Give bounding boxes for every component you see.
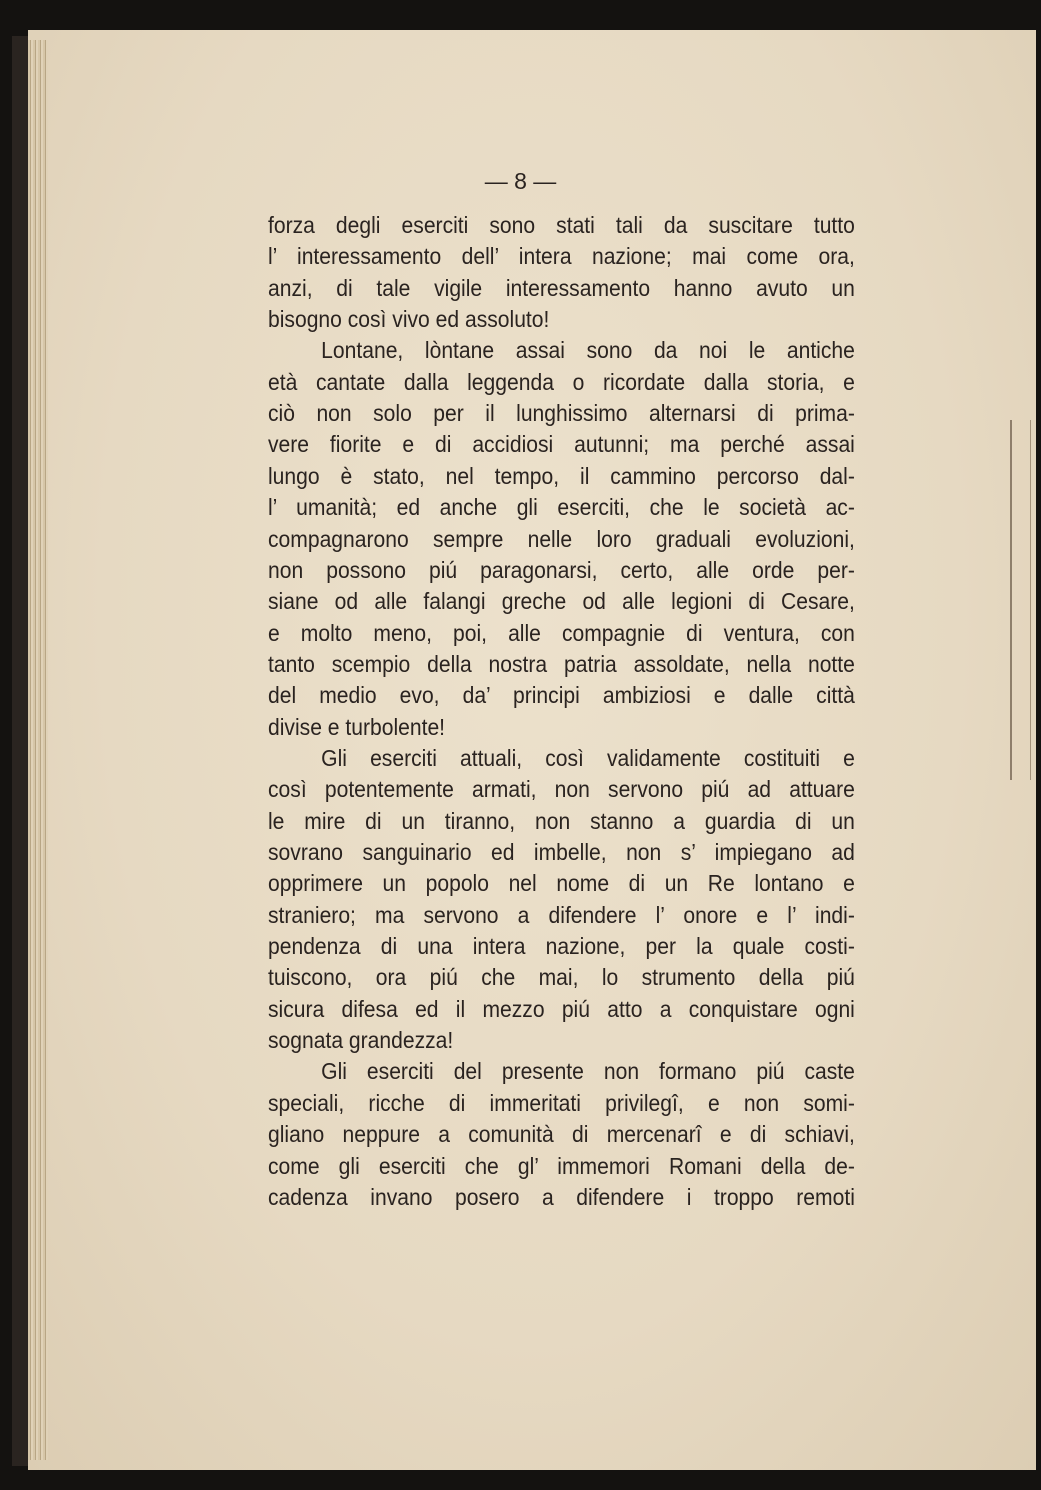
text-line: speciali, ricche di immeritati privilegî, e non somi- <box>268 1089 855 1116</box>
text-line: gliano neppure a comunità di mercenarî e di schiavi, <box>268 1121 855 1148</box>
text-line: cadenza invano posero a difendere i troppo remoti <box>268 1183 855 1210</box>
text-line: sicura difesa ed il mezzo piú atto a conquistare ogni <box>268 995 855 1022</box>
text-line: ciò non solo per il lunghissimo alternarsi di prima- <box>268 400 855 427</box>
text-line: siane od alle falangi greche od alle legioni di Cesare, <box>268 588 855 615</box>
book-spine <box>12 36 28 1466</box>
text-line: e molto meno, poi, alle compagnie di ventura, con <box>268 619 855 646</box>
text-line: lungo è stato, nel tempo, il cammino percorso dal- <box>268 462 855 489</box>
text-line: l’ interessamento dell’ intera nazione; mai come ora, <box>268 243 855 270</box>
text-line: l’ umanità; ed anche gli eserciti, che le società ac- <box>268 494 855 521</box>
text-line: sovrano sanguinario ed imbelle, non s’ impiegano ad <box>268 839 855 865</box>
text-line: Gli eserciti del presente non formano piú caste <box>321 1058 855 1085</box>
text-line: pendenza di una intera nazione, per la quale costi- <box>268 933 855 960</box>
text-line: vere fiorite e di accidiosi autunni; ma perché assai <box>268 431 855 458</box>
text-line: tuiscono, ora piú che mai, lo strumento della piú <box>268 964 855 991</box>
text-line: sognata grandezza! <box>268 1027 454 1054</box>
text-line: Gli eserciti attuali, così validamente costituiti e <box>321 744 855 771</box>
text-line: bisogno così vivo ed assoluto! <box>268 306 550 333</box>
text-line: Lontane, lòntane assai sono da noi le antiche <box>321 337 855 364</box>
text-line: del medio evo, da’ principi ambiziosi e dalle città <box>268 682 855 709</box>
page-edges <box>28 40 48 1460</box>
text-line: divise e turbolente! <box>268 713 446 740</box>
text-line: come gli eserciti che gl’ immemori Romani della de- <box>268 1152 855 1179</box>
text-line: opprimere un popolo nel nome di un Re lontano e <box>268 870 855 897</box>
text-line: così potentemente armati, non servono piú ad attuare <box>268 776 855 803</box>
text-line: tanto scempio della nostra patria assoldate, nella notte <box>268 650 855 677</box>
text-line: anzi, di tale vigile interessamento hanno avuto un <box>268 274 855 301</box>
text-line: le mire di un tiranno, non stanno a guardia di un <box>268 807 855 834</box>
text-line: non possono piú paragonarsi, certo, alle orde per- <box>268 556 855 583</box>
text-line: straniero; ma servono a difendere l’ onore e l’ indi- <box>268 901 855 928</box>
text-line: forza degli eserciti sono stati tali da suscitare tutto <box>268 212 855 238</box>
text-line: età cantate dalla leggenda o ricordate dalla storia, e <box>268 368 855 395</box>
text-line: compagnarono sempre nelle loro graduali evoluzioni, <box>268 525 855 552</box>
binding-thread <box>1010 420 1031 780</box>
page-number: — 8 — <box>484 168 557 194</box>
